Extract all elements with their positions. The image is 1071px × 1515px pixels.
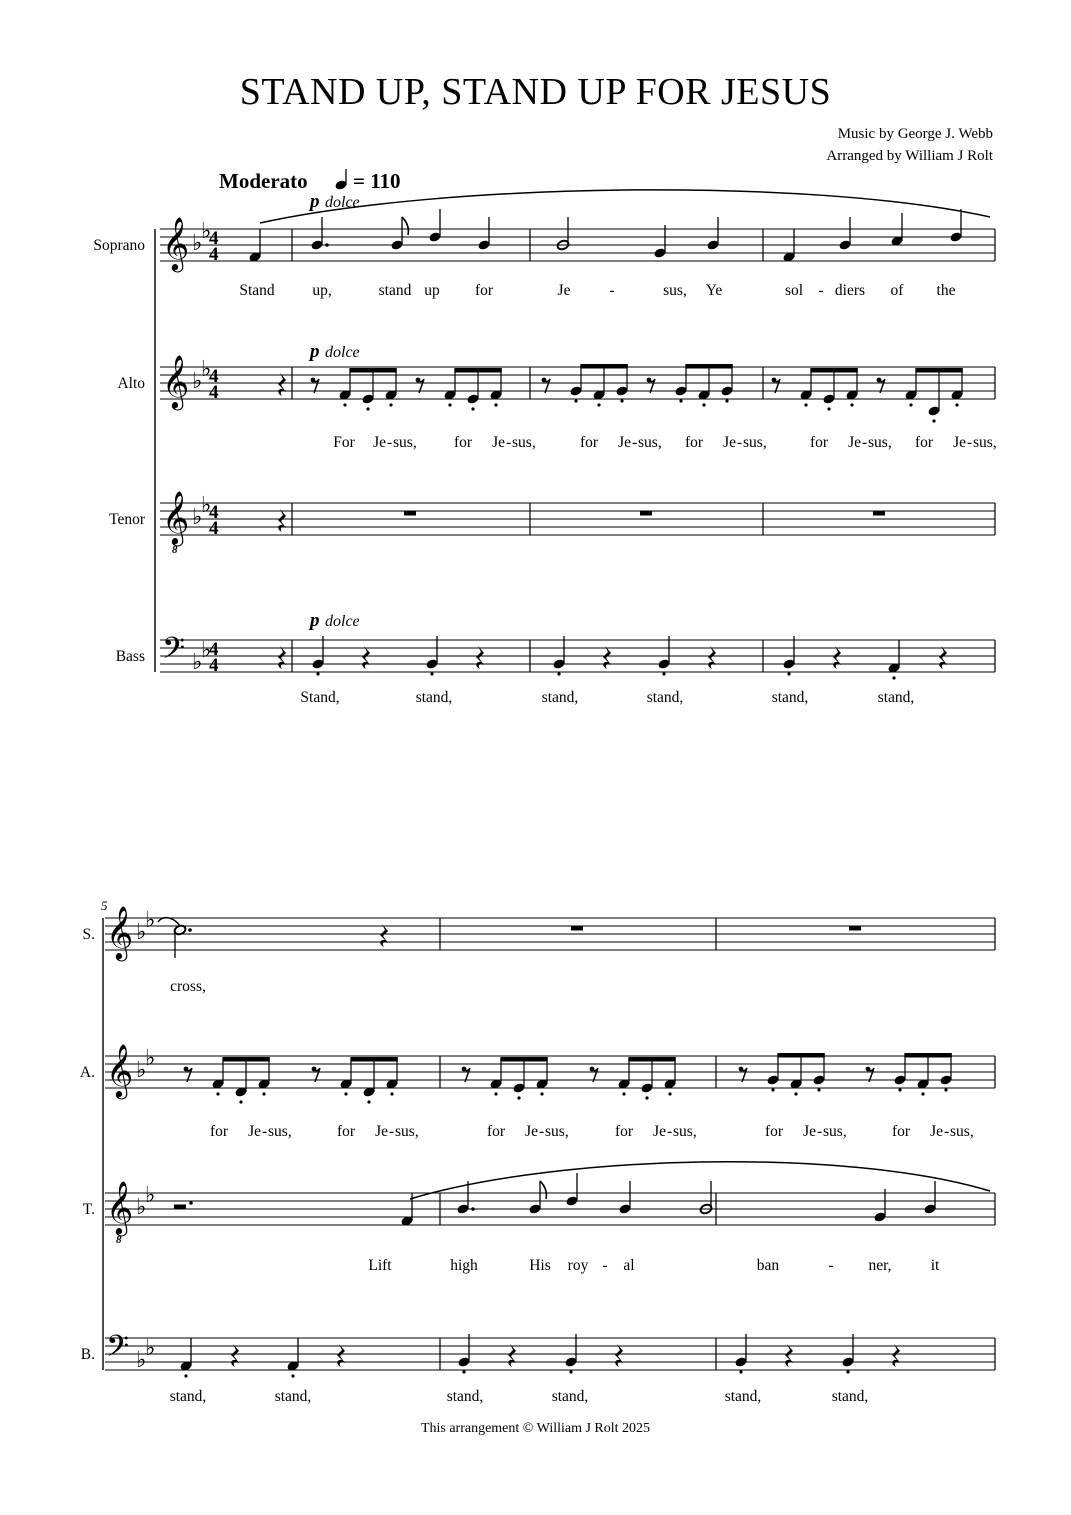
lyric-syllable: for: [336, 1123, 356, 1140]
treble-clef: 𝄞: [106, 907, 134, 958]
staccato-dot: [846, 1370, 849, 1373]
lyric-phrase: [765, 1123, 847, 1140]
svg-text:dolce: dolce: [325, 344, 360, 361]
lyric-syllable: stand,: [724, 1388, 762, 1405]
flat-sign: ♭: [201, 637, 212, 662]
treble-clef: 𝄞: [106, 1045, 134, 1096]
beamed-eighths: [674, 364, 733, 407]
note-flag: [540, 1181, 546, 1199]
quarter-rest: [231, 1344, 239, 1367]
dynamic-marking: [308, 610, 360, 631]
lyric-hyphen: -: [862, 434, 868, 451]
lyric-syllable: the: [936, 282, 956, 299]
lyric-syllable: sus,: [673, 1123, 697, 1140]
svg-text:p: p: [310, 191, 320, 212]
beamed-eighths: [443, 368, 502, 411]
time-signature-top: 4: [209, 639, 219, 660]
lyric-hyphen: -: [632, 434, 638, 451]
lyric-syllable: diers: [834, 282, 866, 299]
note: [390, 217, 408, 251]
lyric-phrase: [685, 434, 767, 451]
whole-rest: [873, 511, 885, 516]
lyric-syllable: cross,: [170, 978, 206, 995]
note: [428, 209, 441, 243]
treble-clef: 𝄞: [106, 1182, 134, 1233]
quarter-rest: [939, 646, 947, 669]
note: [618, 1181, 631, 1215]
lyric-hyphen: -: [817, 1123, 823, 1140]
slur: [158, 918, 180, 926]
lyric-hyphen: -: [539, 1123, 545, 1140]
whole-rest: [849, 926, 861, 931]
lyric-hyphen: -: [262, 1123, 268, 1140]
note: [887, 640, 900, 680]
quarter-rest: [278, 509, 286, 532]
instrument-name: Alto: [117, 375, 145, 392]
instrument-name: Tenor: [109, 511, 145, 528]
lyric-syllable: sol: [784, 282, 804, 299]
tempo-bpm: = 110: [353, 169, 401, 193]
svg-text:dolce: dolce: [325, 194, 360, 211]
flat-sign: ♭: [145, 907, 156, 932]
note: [653, 225, 666, 259]
note: [782, 229, 795, 263]
flat-sign: ♭: [201, 356, 212, 381]
treble-clef: 𝄞: [162, 492, 190, 543]
lyric-syllable: of: [890, 282, 904, 299]
lyric-syllable: sus,: [743, 434, 767, 451]
lyric-phrase: [580, 434, 662, 451]
lyric-syllable: for: [684, 434, 704, 451]
staccato-dot: [739, 1370, 742, 1373]
quarter-rest: [476, 646, 484, 669]
whole-rest: [640, 511, 652, 516]
staccato-dot: [892, 676, 895, 679]
time-signature-bottom: 4: [209, 382, 219, 403]
lyric-syllable: His: [529, 1257, 551, 1274]
lyric-syllable: for: [914, 434, 934, 451]
lyric-syllable: -: [609, 282, 615, 299]
staccato-dot: [557, 672, 560, 675]
lyric-syllable: Je: [557, 282, 571, 299]
lyric-syllable: al: [623, 1257, 635, 1274]
lyric-hyphen: -: [737, 434, 743, 451]
lyric-syllable: stand,: [274, 1388, 312, 1405]
svg-text:p: p: [310, 341, 320, 362]
beamed-eighths: [617, 1057, 676, 1100]
slur: [260, 190, 990, 223]
staccato-dot: [462, 1370, 465, 1373]
lyric-hyphen: -: [389, 1123, 395, 1140]
flat-sign: ♭: [136, 1347, 147, 1372]
flat-sign: ♭: [145, 1335, 156, 1360]
lyric-syllable: sus,: [395, 1123, 419, 1140]
measure-number: 5: [101, 898, 108, 913]
note: [565, 1173, 578, 1207]
lyric-syllable: Je: [953, 434, 966, 451]
lyric-hyphen: -: [387, 434, 393, 451]
quarter-rest: [708, 646, 716, 669]
whole-rest: [571, 926, 583, 931]
lyric-syllable: Ye: [705, 282, 723, 299]
lyric-syllable: sus,: [268, 1123, 292, 1140]
note: [477, 217, 490, 251]
beamed-eighths: [893, 1053, 952, 1096]
lyric-syllable: sus,: [663, 282, 687, 299]
note: [310, 217, 328, 251]
augmentation-dot: [471, 1207, 475, 1211]
lyric-syllable: for: [614, 1123, 634, 1140]
staccato-dot: [291, 1374, 294, 1377]
staccato-dot: [316, 672, 319, 675]
note: [248, 229, 261, 263]
flat-sign: ♭: [201, 218, 212, 243]
lyric-syllable: Je: [375, 1123, 388, 1140]
flat-sign: ♭: [136, 1057, 147, 1082]
lyric-syllable: Stand,: [300, 689, 340, 706]
lyric-hyphen: -: [967, 434, 973, 451]
svg-text:dolce: dolce: [325, 613, 360, 630]
flat-sign: ♭: [192, 504, 203, 529]
flat-sign: ♭: [192, 368, 203, 393]
lyric-syllable: sus,: [638, 434, 662, 451]
lyric-syllable: stand,: [551, 1388, 589, 1405]
augmentation-dot: [189, 1201, 193, 1205]
lyric-syllable: Lift: [368, 1257, 392, 1274]
flat-sign: ♭: [145, 1182, 156, 1207]
note: [528, 1181, 546, 1215]
lyric-syllable: -: [818, 282, 824, 299]
lyric-syllable: for: [891, 1123, 911, 1140]
lyric-hyphen: -: [944, 1123, 950, 1140]
lyric-syllable: for: [474, 282, 494, 299]
lyric-syllable: For: [333, 434, 355, 451]
lyric-phrase: [337, 1123, 419, 1140]
lyric-syllable: ner,: [868, 1257, 892, 1274]
octave-marker: 8: [116, 1234, 122, 1246]
flat-sign: ♭: [192, 230, 203, 255]
lyric-syllable: for: [453, 434, 473, 451]
lyric-syllable: Je: [618, 434, 631, 451]
lyric-syllable: Je: [492, 434, 505, 451]
lyric-syllable: Je: [803, 1123, 816, 1140]
beamed-eighths: [489, 1057, 548, 1100]
lyric-syllable: Je: [653, 1123, 666, 1140]
quarter-rest: [603, 646, 611, 669]
lyric-syllable: stand,: [446, 1388, 484, 1405]
augmentation-dot: [325, 243, 329, 247]
quarter-rest: [362, 646, 370, 669]
lyric-hyphen: -: [667, 1123, 673, 1140]
lyric-syllable: for: [764, 1123, 784, 1140]
lyric-syllable: stand,: [541, 689, 579, 706]
lyric-syllable: Je: [930, 1123, 943, 1140]
lyric-syllable: -: [828, 1257, 834, 1274]
note: [286, 1338, 299, 1378]
augmentation-dot: [188, 928, 192, 932]
beamed-eighths: [338, 368, 397, 411]
treble-clef: 𝄞: [162, 218, 190, 269]
tempo-marking: Moderato: [219, 169, 308, 193]
lyric-phrase: [915, 434, 997, 451]
lyric-syllable: Je: [248, 1123, 261, 1140]
beamed-eighths: [766, 1053, 825, 1096]
score-title: STAND UP, STAND UP FOR JESUS: [239, 71, 832, 113]
beamed-eighths: [904, 368, 963, 423]
quarter-rest: [892, 1344, 900, 1367]
lyric-syllable: sus,: [868, 434, 892, 451]
time-signature-top: 4: [209, 502, 219, 523]
lyric-syllable: for: [209, 1123, 229, 1140]
time-signature-bottom: 4: [209, 244, 219, 265]
lyric-syllable: stand,: [877, 689, 915, 706]
lyric-syllable: Je: [723, 434, 736, 451]
quarter-rest: [278, 373, 286, 396]
quarter-rest: [380, 924, 388, 947]
lyric-syllable: Je: [848, 434, 861, 451]
lyric-syllable: Je: [373, 434, 386, 451]
flat-sign: ♭: [136, 1194, 147, 1219]
whole-rest: [404, 511, 416, 516]
dotted-half-rest: [174, 1205, 186, 1210]
lyric-hyphen: -: [506, 434, 512, 451]
lyric-phrase: [810, 434, 892, 451]
beamed-eighths: [799, 368, 858, 411]
lyric-syllable: -: [602, 1257, 608, 1274]
quarter-rest: [337, 1344, 345, 1367]
lyric-syllable: Stand: [239, 282, 275, 299]
time-signature-bottom: 4: [209, 655, 219, 676]
octave-marker: 8: [172, 544, 178, 556]
bass-clef: 𝄢: [106, 1330, 130, 1370]
note: [556, 217, 569, 251]
lyric-syllable: for: [809, 434, 829, 451]
copyright-notice: This arrangement © William J Rolt 2025: [420, 1421, 651, 1436]
treble-clef: 𝄞: [162, 356, 190, 407]
lyric-syllable: roy: [567, 1257, 589, 1274]
lyric-syllable: sus,: [950, 1123, 974, 1140]
staccato-dot: [662, 672, 665, 675]
lyric-syllable: it: [930, 1257, 940, 1274]
beamed-eighths: [569, 364, 628, 407]
lyric-phrase: [454, 434, 536, 451]
lyric-syllable: stand,: [646, 689, 684, 706]
instrument-name: A.: [79, 1064, 95, 1081]
flat-sign: ♭: [145, 1045, 156, 1070]
note: [838, 217, 851, 251]
lyric-syllable: stand,: [415, 689, 453, 706]
instrument-name: Soprano: [93, 237, 145, 254]
lyric-syllable: sus,: [823, 1123, 847, 1140]
dynamic-marking: [308, 341, 360, 362]
composer-credit: Music by George J. Webb: [837, 126, 993, 142]
instrument-name: Bass: [115, 648, 145, 665]
flat-sign: ♭: [201, 492, 212, 517]
staccato-dot: [787, 672, 790, 675]
quarter-rest: [508, 1344, 516, 1367]
note: [873, 1189, 886, 1223]
time-signature-top: 4: [209, 366, 219, 387]
lyric-syllable: sus,: [973, 434, 997, 451]
quarter-rest: [615, 1344, 623, 1367]
instrument-name: S.: [82, 926, 95, 943]
lyric-phrase: [487, 1123, 569, 1140]
flat-sign: ♭: [136, 919, 147, 944]
lyric-phrase: [615, 1123, 697, 1140]
bass-clef: 𝄢: [162, 632, 186, 672]
svg-text:p: p: [310, 610, 320, 631]
lyric-syllable: stand: [378, 282, 412, 299]
note: [179, 1338, 192, 1378]
lyric-phrase: [333, 434, 416, 451]
flat-sign: ♭: [192, 649, 203, 674]
lyric-syllable: up: [424, 282, 440, 299]
note: [706, 217, 719, 251]
lyric-syllable: sus,: [393, 434, 417, 451]
staccato-dot: [569, 1370, 572, 1373]
lyric-syllable: stand,: [831, 1388, 869, 1405]
note-flag: [402, 217, 408, 235]
lyric-phrase: [210, 1123, 292, 1140]
time-signature-top: 4: [209, 228, 219, 249]
instrument-name: T.: [82, 1201, 95, 1218]
staccato-dot: [430, 672, 433, 675]
quarter-rest: [785, 1344, 793, 1367]
lyric-syllable: high: [450, 1257, 478, 1274]
note: [923, 1181, 936, 1215]
lyric-syllable: Je: [525, 1123, 538, 1140]
instrument-name: B.: [80, 1346, 95, 1363]
quarter-rest: [833, 646, 841, 669]
dynamic-marking: [308, 191, 360, 212]
staccato-dot: [184, 1374, 187, 1377]
lyric-syllable: stand,: [169, 1388, 207, 1405]
time-signature-bottom: 4: [209, 518, 219, 539]
lyric-phrase: [892, 1123, 974, 1140]
note: [949, 209, 962, 243]
lyric-syllable: stand,: [771, 689, 809, 706]
note: [699, 1181, 712, 1215]
arranger-credit: Arranged by William J Rolt: [826, 148, 993, 164]
lyric-syllable: for: [486, 1123, 506, 1140]
note: [890, 213, 903, 247]
lyric-syllable: for: [579, 434, 599, 451]
lyric-syllable: up,: [312, 282, 332, 299]
lyric-syllable: ban: [756, 1257, 780, 1274]
lyric-syllable: sus,: [512, 434, 536, 451]
lyric-syllable: sus,: [545, 1123, 569, 1140]
quarter-rest: [278, 646, 286, 669]
